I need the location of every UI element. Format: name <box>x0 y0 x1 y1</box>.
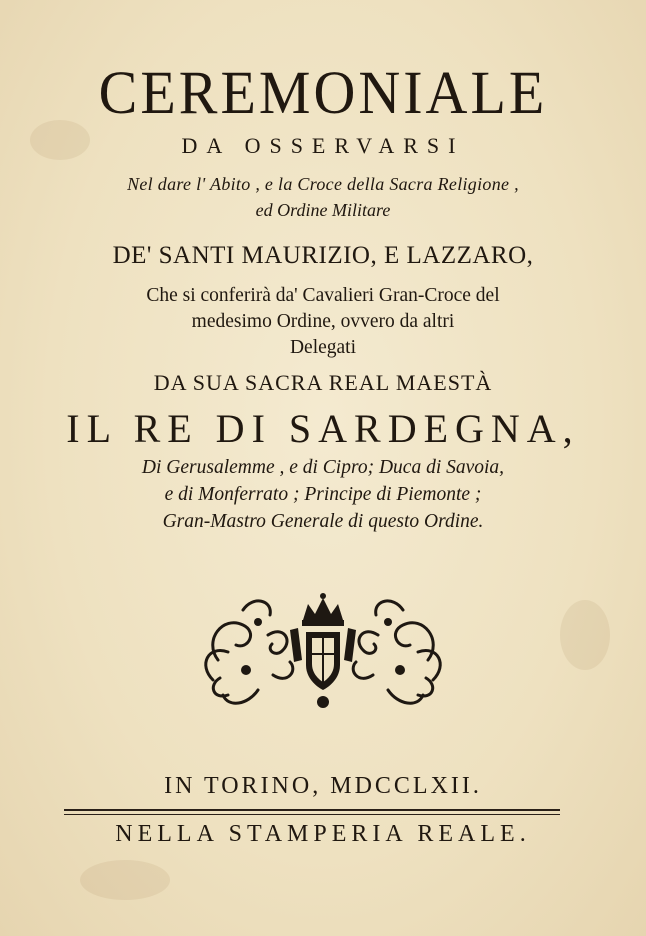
imprint-place: IN TORINO, MDCCLXII. <box>164 773 482 799</box>
order-name: DE' SANTI MAURIZIO, E LAZZARO, <box>112 242 534 269</box>
titles-line-1: Di Gerusalemme , e di Cipro; Duca di Savoia, <box>141 457 505 478</box>
subtitle: DA OSSERVARSI <box>181 133 465 158</box>
imprint-printer: NELLA STAMPERIA REALE. <box>115 821 531 847</box>
italic-line-1: Nel dare l' Abito , e la Croce della Sacra Religione , <box>127 174 519 194</box>
text-line-2: medesimo Ordine, ovvero da altri <box>191 311 455 332</box>
foxing-stain <box>560 600 610 670</box>
italic-line-2: ed Ordine Militare <box>255 200 391 220</box>
text-line-1: Che si conferirà da' Cavalieri Gran-Croce del <box>146 285 500 306</box>
king-line: IL RE DI SARDEGNA, <box>66 406 580 451</box>
book-title: CEREMONIALE <box>98 58 548 127</box>
titles-line-2: e di Monferrato ; Principe di Piemonte ; <box>164 484 482 505</box>
foxing-stain <box>80 860 170 900</box>
by-line: DA SUA SACRA REAL MAESTÀ <box>153 370 493 395</box>
titles-line-3: Gran-Mastro Generale di questo Ordine. <box>162 511 484 532</box>
double-rule-divider <box>64 809 560 815</box>
text-line-3: Delegati <box>289 337 357 358</box>
printers-ornament-icon <box>198 590 448 714</box>
